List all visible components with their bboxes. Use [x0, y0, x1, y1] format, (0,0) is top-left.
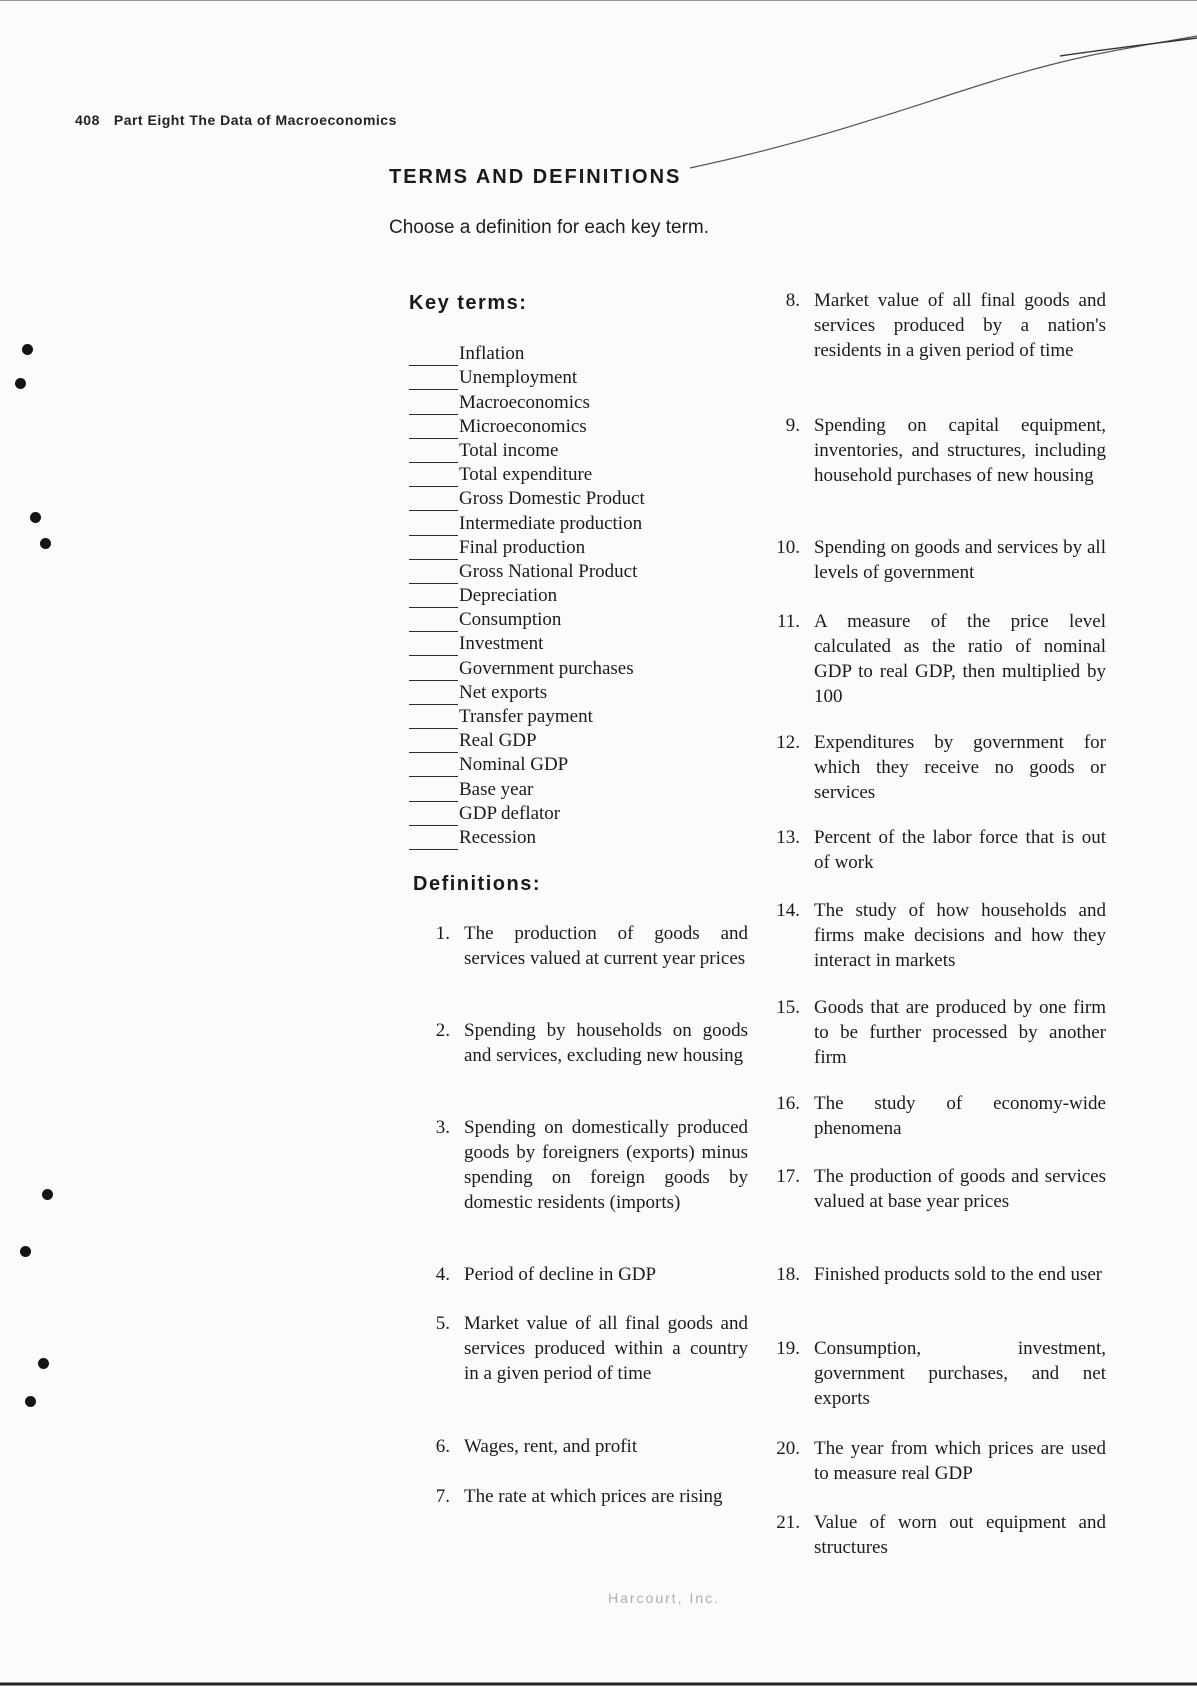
key-term-item	[409, 366, 645, 390]
instructions: Choose a definition for each key term.	[389, 217, 710, 238]
answer-blank[interactable]	[409, 540, 458, 560]
answer-blank[interactable]	[409, 346, 458, 366]
definition-number: 14.	[776, 900, 800, 921]
key-term-item	[409, 777, 645, 801]
page-number: 408	[75, 112, 100, 128]
key-term-item	[409, 511, 645, 535]
answer-blank[interactable]	[409, 757, 458, 777]
section-title: TERMS AND DEFINITIONS	[389, 166, 682, 188]
key-term-item	[409, 487, 645, 511]
running-header	[75, 112, 397, 128]
definition-text: A measure of the price level calculated as the ratio of nominal GDP to real GDP, then multiplied by 100	[814, 611, 1106, 707]
definition-number: 11.	[776, 611, 800, 632]
answer-blank[interactable]	[409, 661, 458, 681]
definition-text: Percent of the labor force that is out of work	[814, 827, 1106, 873]
definition-text: Value of worn out equipment and structures	[814, 1512, 1106, 1558]
key-term-label: Transfer payment	[459, 706, 593, 727]
answer-blank[interactable]	[409, 782, 458, 802]
definition-item	[770, 995, 1110, 1070]
definition-item	[770, 825, 1110, 875]
definition-number: 21.	[776, 1512, 800, 1533]
answer-blank[interactable]	[409, 830, 458, 850]
key-term-label: Inflation	[459, 343, 525, 365]
key-term-label: Consumption	[459, 609, 562, 631]
definition-number: 10.	[776, 537, 800, 558]
key-term-label: Depreciation	[459, 585, 558, 607]
answer-blank[interactable]	[409, 516, 458, 536]
definition-item	[770, 730, 1110, 805]
definition-number: 20.	[776, 1438, 800, 1459]
definition-text: Spending by households on goods and services, excluding new housing	[464, 1020, 748, 1066]
definition-text: The production of goods and services valued at base year prices	[814, 1166, 1106, 1212]
definition-number: 6.	[435, 1436, 450, 1457]
key-term-item	[409, 656, 645, 680]
key-term-label: Total expenditure	[459, 464, 593, 486]
key-term-item	[409, 584, 645, 608]
key-term-label: Unemployment	[459, 367, 578, 389]
definition-number: 18.	[776, 1264, 800, 1285]
key-term-item	[409, 342, 645, 366]
key-term-label: Nominal GDP	[459, 754, 569, 776]
key-term-item	[409, 439, 645, 463]
definition-item	[420, 921, 748, 971]
definition-number: 4.	[435, 1264, 450, 1285]
definition-text: The study of economy-wide phenomena	[814, 1093, 1106, 1139]
definition-item	[770, 1436, 1110, 1486]
definition-number: 2.	[435, 1020, 450, 1041]
key-term-item	[409, 681, 645, 705]
key-term-item	[409, 802, 645, 826]
definition-item	[770, 1336, 1110, 1411]
key-term-item	[409, 560, 645, 584]
key-term-item	[409, 753, 645, 777]
definition-number: 5.	[435, 1313, 450, 1334]
punch-hole	[22, 344, 33, 355]
key-terms-heading: Key terms:	[409, 292, 528, 314]
definition-text: The study of how households and firms make decisions and how they interact in markets	[814, 900, 1106, 971]
key-term-label: Macroeconomics	[459, 391, 590, 413]
key-term-label: GDP deflator	[459, 802, 561, 824]
answer-blank[interactable]	[409, 612, 458, 632]
answer-blank[interactable]	[409, 806, 458, 826]
answer-blank[interactable]	[409, 588, 458, 608]
definition-text: Spending on goods and services by all levels of government	[814, 537, 1106, 583]
punch-hole	[42, 1189, 53, 1200]
definition-number: 13.	[776, 827, 800, 848]
key-term-item	[409, 390, 645, 414]
footer-publisher: Harcourt, Inc.	[608, 1590, 721, 1606]
definition-item	[420, 1434, 748, 1459]
key-term-label: Government purchases	[459, 657, 634, 679]
definition-item	[770, 535, 1110, 585]
definition-text: Market value of all final goods and services produced within a country in a given period of time	[464, 1313, 748, 1384]
key-term-label: Investment	[459, 633, 544, 655]
answer-blank[interactable]	[409, 443, 458, 463]
definition-item	[420, 1262, 748, 1287]
key-term-label: Gross Domestic Product	[459, 488, 645, 510]
key-term-item	[409, 632, 645, 656]
answer-blank[interactable]	[409, 564, 458, 584]
key-term-item	[409, 463, 645, 487]
punch-hole	[15, 378, 26, 389]
definition-text: The rate at which prices are rising	[464, 1486, 723, 1507]
definition-text: Period of decline in GDP	[464, 1264, 657, 1285]
key-terms-list	[409, 342, 645, 850]
definition-number: 8.	[785, 290, 800, 311]
answer-blank[interactable]	[409, 395, 458, 415]
key-term-label: Intermediate production	[459, 512, 643, 534]
definition-text: Spending on domestically produced goods by foreigners (exports) minus spending on foreign goods by domestic residents (imports)	[464, 1117, 748, 1213]
definitions-heading: Definitions:	[413, 873, 541, 895]
definition-item	[770, 898, 1110, 973]
answer-blank[interactable]	[409, 733, 458, 753]
answer-blank[interactable]	[409, 467, 458, 487]
key-term-item	[409, 729, 645, 753]
definition-item	[770, 609, 1110, 709]
answer-blank[interactable]	[409, 685, 458, 705]
key-term-label: Recession	[459, 826, 537, 848]
definition-text: Spending on capital equipment, inventories, and structures, including household purchases of new housing	[814, 415, 1106, 486]
answer-blank[interactable]	[409, 636, 458, 656]
definition-number: 16.	[776, 1093, 800, 1114]
definition-number: 9.	[785, 415, 800, 436]
key-term-item	[409, 826, 645, 850]
definition-number: 15.	[776, 997, 800, 1018]
definition-item	[770, 1164, 1110, 1214]
definition-number: 1.	[435, 923, 450, 944]
key-term-item	[409, 705, 645, 729]
definition-item	[770, 413, 1110, 488]
definition-text: Expenditures by government for which they receive no goods or services	[814, 732, 1106, 803]
definition-number: 3.	[435, 1117, 450, 1138]
key-term-label: Net exports	[459, 681, 548, 703]
key-term-item	[409, 608, 645, 632]
definition-item	[770, 1510, 1110, 1560]
punch-hole	[25, 1396, 36, 1407]
definition-text: The year from which prices are used to measure real GDP	[814, 1438, 1106, 1484]
definition-item	[770, 1091, 1110, 1141]
key-term-label: Total income	[459, 439, 559, 461]
definition-text: Goods that are produced by one firm to be further processed by another firm	[814, 997, 1106, 1068]
key-term-label: Base year	[459, 778, 534, 800]
running-title: Part Eight The Data of Macroeconomics	[113, 112, 397, 128]
definition-item	[420, 1115, 748, 1215]
definition-item	[420, 1018, 748, 1068]
punch-hole	[38, 1358, 49, 1369]
answer-blank[interactable]	[409, 419, 458, 439]
definition-item	[770, 1262, 1110, 1287]
answer-blank[interactable]	[409, 491, 458, 511]
answer-blank[interactable]	[409, 370, 458, 390]
key-term-label: Gross National Product	[459, 560, 638, 582]
answer-blank[interactable]	[409, 709, 458, 729]
punch-hole	[40, 538, 51, 549]
key-term-label: Microeconomics	[459, 415, 587, 437]
definition-text: Wages, rent, and profit	[464, 1436, 638, 1457]
key-term-item	[409, 415, 645, 439]
definition-text: Market value of all final goods and services produced by a nation's residents in a given period of time	[814, 290, 1106, 361]
key-term-item	[409, 536, 645, 560]
definition-text: Finished products sold to the end user	[814, 1264, 1103, 1285]
definition-number: 12.	[776, 732, 800, 753]
definition-number: 17.	[776, 1166, 800, 1187]
definition-item	[770, 288, 1110, 363]
definition-text: Consumption, investment, government purchases, and net exports	[814, 1338, 1106, 1409]
definition-item	[420, 1484, 748, 1509]
punch-hole	[20, 1246, 31, 1257]
definition-number: 19.	[776, 1338, 800, 1359]
key-term-label: Final production	[459, 536, 586, 558]
definition-text: The production of goods and services valued at current year prices	[464, 923, 748, 969]
definition-number: 7.	[435, 1486, 450, 1507]
punch-hole	[30, 512, 41, 523]
key-term-label: Real GDP	[459, 730, 537, 752]
definition-item	[420, 1311, 748, 1386]
